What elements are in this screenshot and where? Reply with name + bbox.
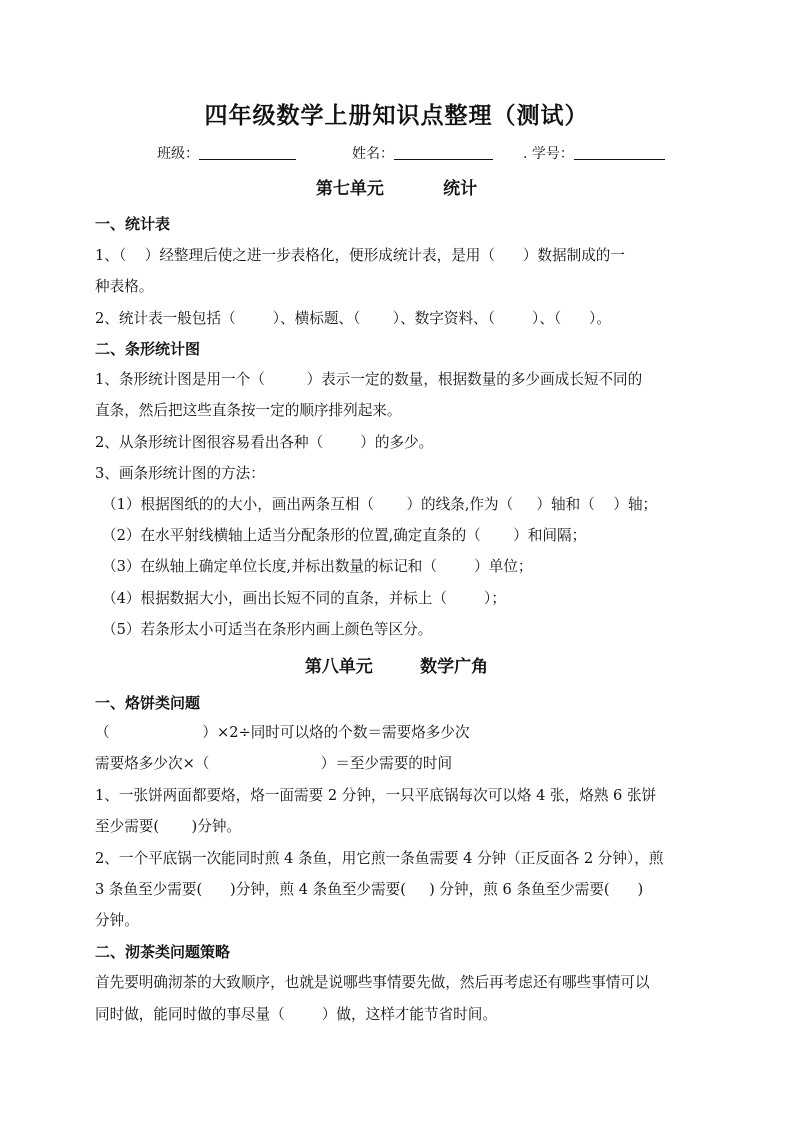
text-line: 2、从条形统计图很容易看出各种（ ）的多少。 <box>95 434 434 451</box>
text-line: 需要烙多少次×（ ）＝至少需要的时间 <box>95 755 453 772</box>
text-line: 首先要明确沏茶的大致顺序，也就是说哪些事情要先做，然后再考虑还有哪些事情可以 <box>95 974 650 991</box>
unit8-section1-heading: 一、烙饼类问题 <box>95 694 201 712</box>
name-field <box>352 143 493 164</box>
text-line: 同时做，能同时做的事尽量（ ）做，这样才能节省时间。 <box>95 1006 497 1023</box>
unit7-heading: 第七单元 统计 <box>315 179 478 199</box>
text-line: 2、一个平底锅一次能同时煎 4 条鱼，用它煎一条鱼需要 4 分钟（正反面各 2 分钟），煎 <box>95 850 664 867</box>
text-line: 种表格。 <box>95 278 154 295</box>
student-id-blank[interactable] <box>574 143 665 160</box>
text-line: 3 条鱼至少需要( )分钟，煎 4 条鱼至少需要( ) 分钟，煎 6 条鱼至少需要( ) <box>95 881 644 898</box>
unit8-section2-heading: 二、沏茶类问题策略 <box>95 943 231 961</box>
text-line: （3）在纵轴上确定单位长度,并标出数量的标记和（ ）单位； <box>102 558 533 575</box>
text-line: （ ）×2÷同时可以烙的个数＝需要烙多少次 <box>95 724 470 741</box>
text-line: （1）根据图纸的的大小，画出两条互相（ ）的线条,作为（ ）轴和（ ）轴； <box>102 496 658 513</box>
class-label: 班级： <box>157 146 199 162</box>
text-line: （4）根据数据大小，画出长短不同的直条，并标上（ ）； <box>102 590 506 607</box>
text-line: 1、条形统计图是用一个（ ）表示一定的数量，根据数量的多少画成长短不同的 <box>95 371 643 388</box>
name-label: 姓名： <box>352 146 394 162</box>
name-blank[interactable] <box>394 143 493 160</box>
text-line: 1、一张饼两面都要烙，烙一面需要 2 分钟，一只平底锅每次可以烙 4 张，烙熟 6 张饼 <box>95 787 657 804</box>
text-line: （5）若条形太小可适当在条形内画上颜色等区分。 <box>102 621 433 638</box>
unit8-heading: 第八单元 数学广角 <box>304 657 489 677</box>
text-line: 2、统计表一般包括（ ）、横标题、（ ）、数字资料、（ ）、（ ）。 <box>95 310 611 327</box>
page-title: 四年级数学上册知识点整理（测试） <box>204 103 589 129</box>
class-field <box>157 143 296 164</box>
student-id-field <box>523 143 665 164</box>
text-line: 分钟。 <box>95 912 139 929</box>
unit7-section1-heading: 一、统计表 <box>95 215 171 233</box>
text-line: 至少需要( )分钟。 <box>95 818 242 835</box>
text-line: 3、画条形统计图的方法： <box>95 465 265 482</box>
unit7-section2-heading: 二、条形统计图 <box>95 340 201 358</box>
text-line: 直条，然后把这些直条按一定的顺序排列起来。 <box>95 402 402 419</box>
text-line: 1、（ ）经整理后使之进一步表格化，便形成统计表，是用（ ）数据制成的一 <box>95 247 625 264</box>
text-line: （2）在水平射线横轴上适当分配条形的位置,确定直条的（ ）和间隔； <box>102 527 587 544</box>
class-blank[interactable] <box>199 143 296 160</box>
student-id-label: . 学号： <box>523 146 574 162</box>
student-info-row <box>0 143 793 163</box>
